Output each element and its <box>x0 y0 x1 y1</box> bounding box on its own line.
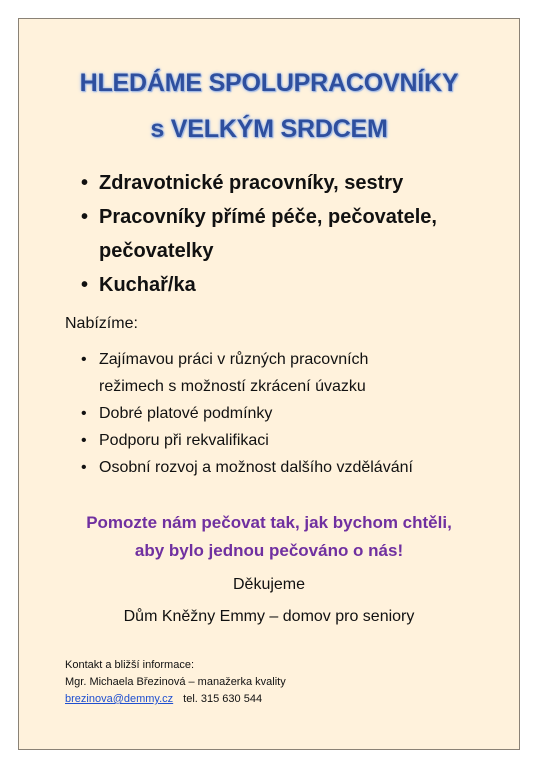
poster-page <box>18 18 520 750</box>
position-text-continued: pečovatelky <box>99 240 214 262</box>
offer-item <box>81 427 501 454</box>
offer-item <box>81 346 501 400</box>
offer-text: Osobní rozvoj a možnost dalšího vzdělávání <box>99 459 413 476</box>
offer-text: Zajímavou práci v různých pracovních <box>99 351 369 368</box>
bullet-icon: • <box>81 274 89 296</box>
offer-item <box>81 400 501 427</box>
position-text: Pracovníky přímé péče, pečovatele, <box>99 206 437 228</box>
bullet-icon: • <box>81 172 89 194</box>
offer-list <box>81 346 501 481</box>
position-text: Zdravotnické pracovníky, sestry <box>99 172 404 194</box>
positions-list <box>81 166 501 302</box>
bullet-icon: • <box>81 432 87 449</box>
offer-text-continued: režimech s možností zkrácení úvazku <box>99 378 366 395</box>
bullet-icon: • <box>81 351 87 368</box>
heading-line-2: s VELKÝM SRDCEM <box>150 115 388 143</box>
contact-title: Kontakt a bližší informace: <box>65 659 195 671</box>
position-item <box>81 268 501 302</box>
phone-number: tel. 315 630 544 <box>183 693 263 705</box>
slogan-line-1: Pomozte nám pečovat tak, jak bychom chtěli, <box>86 513 452 532</box>
position-item <box>81 200 501 268</box>
organization-name: Dům Kněžny Emmy – domov pro seniory <box>123 608 415 625</box>
offer-item <box>81 454 501 481</box>
bullet-icon: • <box>81 206 89 228</box>
position-text: Kuchař/ka <box>99 274 196 296</box>
offer-label: Nabízíme: <box>65 315 138 332</box>
thanks-text: Děkujeme <box>232 576 306 593</box>
email-link[interactable]: brezinova@demmy.cz <box>65 693 174 705</box>
offer-text: Dobré platové podmínky <box>99 405 273 422</box>
bullet-icon: • <box>81 405 87 422</box>
position-item <box>81 166 501 200</box>
contact-person: Mgr. Michaela Březinová – manažerka kvality <box>65 676 286 688</box>
heading-line-1: HLEDÁME SPOLUPRACOVNÍKY <box>79 69 459 97</box>
contact-block <box>65 657 286 708</box>
bullet-icon: • <box>81 459 87 476</box>
offer-text: Podporu při rekvalifikaci <box>99 432 269 449</box>
slogan-line-2: aby bylo jednou pečováno o nás! <box>134 541 404 560</box>
